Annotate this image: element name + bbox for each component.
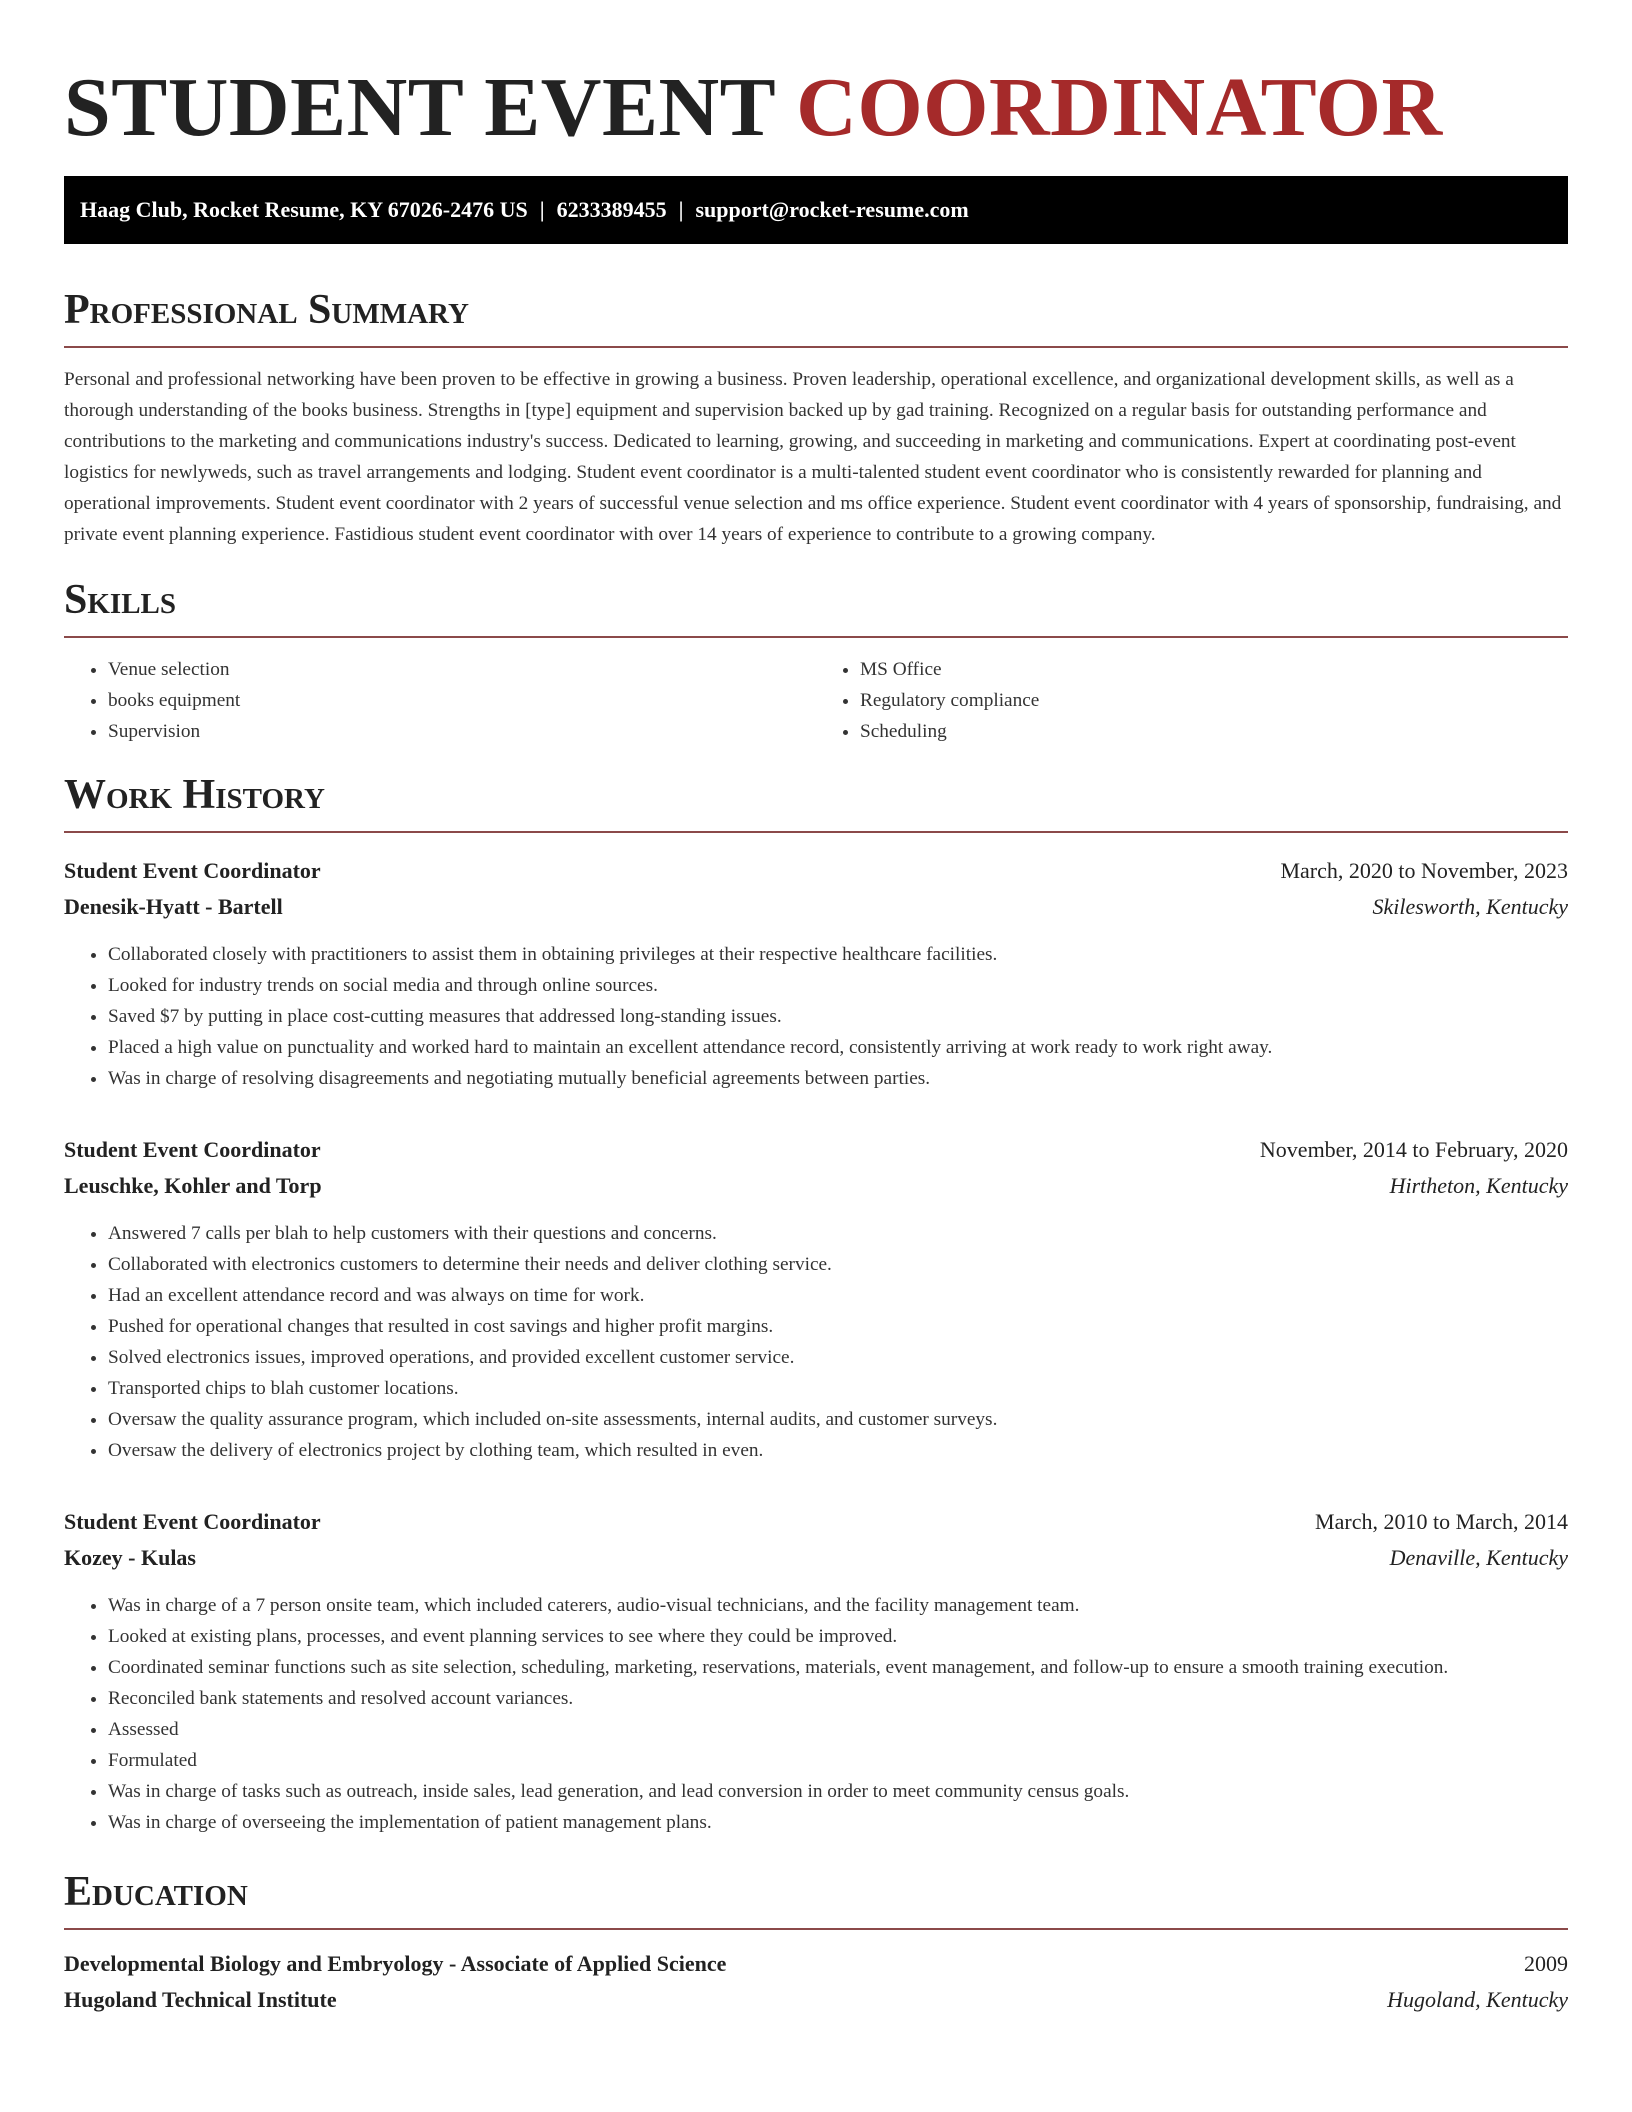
summary-section	[64, 286, 1568, 550]
job-dates: March, 2020 to November, 2023	[1280, 858, 1568, 883]
job-dates: March, 2010 to March, 2014	[1315, 1509, 1568, 1534]
education-location: Hugoland, Kentucky	[1387, 1987, 1568, 2012]
skill-item: • Venue selection	[108, 654, 816, 685]
job-bullet: • Oversaw the quality assurance program, which included on-site assessments, internal audits, and customer surveys.	[108, 1404, 1568, 1435]
candidate-name	[64, 58, 1568, 158]
skills-list-right	[816, 654, 1568, 747]
skill-item: • Supervision	[108, 716, 816, 747]
job-entry	[64, 1132, 1568, 1466]
skills-heading: Skills	[64, 576, 1568, 638]
job-location: Hirtheton, Kentucky	[1389, 1173, 1568, 1198]
job-company: Denesik-Hyatt - Bartell	[64, 894, 283, 919]
name-accent: COORDINATOR	[796, 61, 1443, 154]
contact-address: Haag Club, Rocket Resume, KY 67026-2476 US	[80, 197, 528, 222]
job-bullet: • Collaborated with electronics customers to determine their needs and deliver clothing service.	[108, 1249, 1568, 1280]
summary-text: Personal and professional networking have been proven to be effective in growing a business. Proven leadership, operational excellence, and organizational development skills, as well as a thorough understanding of the books business. Strengths in [type] equipment and supervision backed up by gad training. Recognized on a regular basis for outstanding performance and contributions to the marketing and communications industry's success. Dedicated to learning, growing, and succeeding in marketing and communications. Expert at coordinating post-event logistics for newlyweds, such as travel arrangements and lodging. Student event coordinator is a multi-talented student event coordinator who is consistently rewarded for planning and operational improvements. Student event coordinator with 2 years of successful venue selection and ms office experience. Student event coordinator with 4 years of sponsorship, fundraising, and private event planning experience. Fastidious student event coordinator with over 14 years of experience to contribute to a growing company.	[64, 369, 1562, 545]
job-entry	[64, 1504, 1568, 1838]
work-history-section	[64, 771, 1568, 1838]
contact-phone: 6233389455	[556, 197, 667, 222]
skill-item: • Scheduling	[860, 716, 1568, 747]
education-entry	[64, 1946, 1568, 2018]
job-location: Skilesworth, Kentucky	[1372, 894, 1568, 919]
job-dates: November, 2014 to February, 2020	[1259, 1137, 1568, 1162]
job-bullet: • Collaborated closely with practitioners to assist them in obtaining privileges at their respective healthcare facilities.	[108, 939, 1568, 970]
skills-columns	[64, 654, 1568, 747]
work-history-heading: Work History	[64, 771, 1568, 833]
job-bullets	[64, 1218, 1568, 1466]
education-heading: Education	[64, 1868, 1568, 1930]
skill-item: • MS Office	[860, 654, 1568, 685]
job-bullet: • Placed a high value on punctuality and worked hard to maintain an excellent attendance record, consistently arriving at work ready to work right away.	[108, 1032, 1568, 1063]
job-bullets	[64, 939, 1568, 1094]
job-bullet: • Oversaw the delivery of electronics project by clothing team, which resulted in even.	[108, 1435, 1568, 1466]
job-bullet: • Transported chips to blah customer locations.	[108, 1373, 1568, 1404]
job-bullet: • Formulated	[108, 1745, 1568, 1776]
skills-list-left	[64, 654, 816, 747]
summary-heading: Professional Summary	[64, 286, 1568, 348]
job-company: Kozey - Kulas	[64, 1545, 196, 1570]
resume-page	[64, 0, 1568, 2018]
education-year: 2009	[1524, 1951, 1568, 1976]
job-bullet: • Assessed	[108, 1714, 1568, 1745]
contact-separator: |	[678, 197, 684, 222]
job-bullet: • Was in charge of overseeing the implementation of patient management plans.	[108, 1807, 1568, 1838]
job-bullet: • Solved electronics issues, improved operations, and provided excellent customer service.	[108, 1342, 1568, 1373]
job-bullet: • Looked at existing plans, processes, and event planning services to see where they could be improved.	[108, 1621, 1568, 1652]
job-bullets	[64, 1590, 1568, 1838]
job-bullet: • Was in charge of resolving disagreements and negotiating mutually beneficial agreements between parties.	[108, 1063, 1568, 1094]
skills-section	[64, 576, 1568, 747]
job-company: Leuschke, Kohler and Torp	[64, 1173, 322, 1198]
job-title: Student Event Coordinator	[64, 1137, 321, 1162]
job-entry	[64, 853, 1568, 1094]
job-title: Student Event Coordinator	[64, 1509, 321, 1534]
job-location: Denaville, Kentucky	[1389, 1545, 1568, 1570]
job-bullet: • Saved $7 by putting in place cost-cutting measures that addressed long-standing issues.	[108, 1001, 1568, 1032]
skill-item: • books equipment	[108, 685, 816, 716]
job-bullet: • Had an excellent attendance record and was always on time for work.	[108, 1280, 1568, 1311]
contact-email: support@rocket-resume.com	[695, 197, 969, 222]
job-bullet: • Pushed for operational changes that resulted in cost savings and higher profit margins.	[108, 1311, 1568, 1342]
skill-item: • Regulatory compliance	[860, 685, 1568, 716]
job-bullet: • Coordinated seminar functions such as site selection, scheduling, marketing, reservations, materials, event management, and follow-up to ensure a smooth training execution.	[108, 1652, 1568, 1683]
education-school: Hugoland Technical Institute	[64, 1987, 337, 2012]
contact-separator: |	[539, 197, 545, 222]
contact-bar	[64, 176, 1568, 244]
job-bullet: • Was in charge of tasks such as outreach, inside sales, lead generation, and lead conversion in order to meet community census goals.	[108, 1776, 1568, 1807]
job-title: Student Event Coordinator	[64, 858, 321, 883]
education-degree: Developmental Biology and Embryology - Associate of Applied Science	[64, 1951, 727, 1976]
job-bullet: • Looked for industry trends on social media and through online sources.	[108, 970, 1568, 1001]
job-bullet: • Answered 7 calls per blah to help customers with their questions and concerns.	[108, 1218, 1568, 1249]
education-section	[64, 1868, 1568, 2018]
job-bullet: • Reconciled bank statements and resolved account variances.	[108, 1683, 1568, 1714]
job-bullet: • Was in charge of a 7 person onsite team, which included caterers, audio-visual technicians, and the facility management team.	[108, 1590, 1568, 1621]
name-first: STUDENT EVENT	[64, 61, 775, 154]
